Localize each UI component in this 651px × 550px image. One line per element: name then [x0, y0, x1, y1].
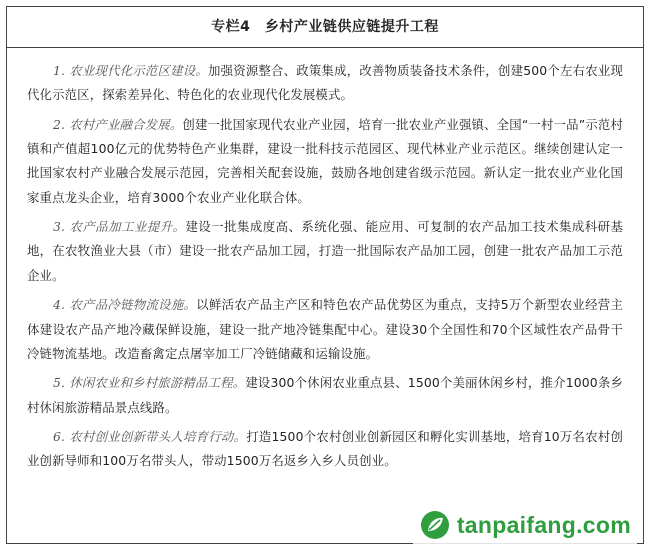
- paragraph-lead: 2. 农村产业融合发展。: [53, 116, 183, 132]
- leaf-logo-icon: [419, 509, 451, 541]
- paragraph-text: 打造1500个农村创业创新园区和孵化实训基地，培育10万名农村创业创新导师和100万名带头人，带动1500万名返乡入乡人员创业。: [27, 429, 623, 469]
- watermark: [413, 506, 637, 544]
- paragraph-1: [27, 59, 623, 108]
- paragraph-2: [27, 113, 623, 210]
- paragraph-text: 建设300个休闲农业重点县、1500个美丽休闲乡村，推介1000条乡村休闲旅游精品景点线路。: [27, 375, 623, 415]
- paragraph-lead: 4. 农产品冷链物流设施。: [53, 297, 197, 313]
- paragraph-4: [27, 293, 623, 366]
- paragraph-text: 以鲜活农产品主产区和特色农产品优势区为重点，支持5万个新型农业经营主体建设农产品产地冷藏保鲜设施，建设一批产地冷链集配中心。建设30个全国性和70个区域性农产品骨干冷链物流基地。改造畜禽定点屠宰加工厂冷链储藏和运输设施。: [27, 297, 623, 361]
- paragraph-6: [27, 425, 623, 474]
- box-content: [27, 59, 623, 479]
- paragraph-lead: 1. 农业现代化示范区建设。: [53, 63, 208, 78]
- paragraph-text: 加强资源整合、政策集成，改善物质装备技术条件，创建500个左右农业现代化示范区，探索差异化、特色化的农业现代化发展模式。: [27, 63, 623, 103]
- paragraph-5: [27, 371, 623, 420]
- watermark-text: tanpaifang.com: [456, 511, 631, 538]
- paragraph-3: [27, 215, 623, 288]
- paragraph-lead: 5. 休闲农业和乡村旅游精品工程。: [53, 375, 246, 391]
- paragraph-lead: 3. 农产品加工业提升。: [53, 219, 186, 235]
- paragraph-text: 创建一批国家现代农业产业园，培育一批农业产业强镇、全国“一村一品”示范村镇和产值超100亿元的优势特色产业集群，建设一批科技示范园区、现代林业产业示范区。继续创建认定一批国家农村产业融合发展示范园，完善相关配套设施，鼓励各地创建省级示范园。新认定一批农业产业化国家重点龙头企业，培育3000个农业产业化联合体。: [27, 116, 623, 205]
- box-title: 专栏4 乡村产业链供应链提升工程: [7, 7, 643, 48]
- paragraph-text: 建设一批集成度高、系统化强、能应用、可复制的农产品加工技术集成科研基地，在农牧渔业大县（市）建设一批农产品加工园，打造一批国际农产品加工园，创建一批农产品加工示范企业。: [27, 219, 624, 283]
- paragraph-lead: 6. 农村创业创新带头人培育行动。: [53, 429, 247, 445]
- column-box: [6, 6, 644, 544]
